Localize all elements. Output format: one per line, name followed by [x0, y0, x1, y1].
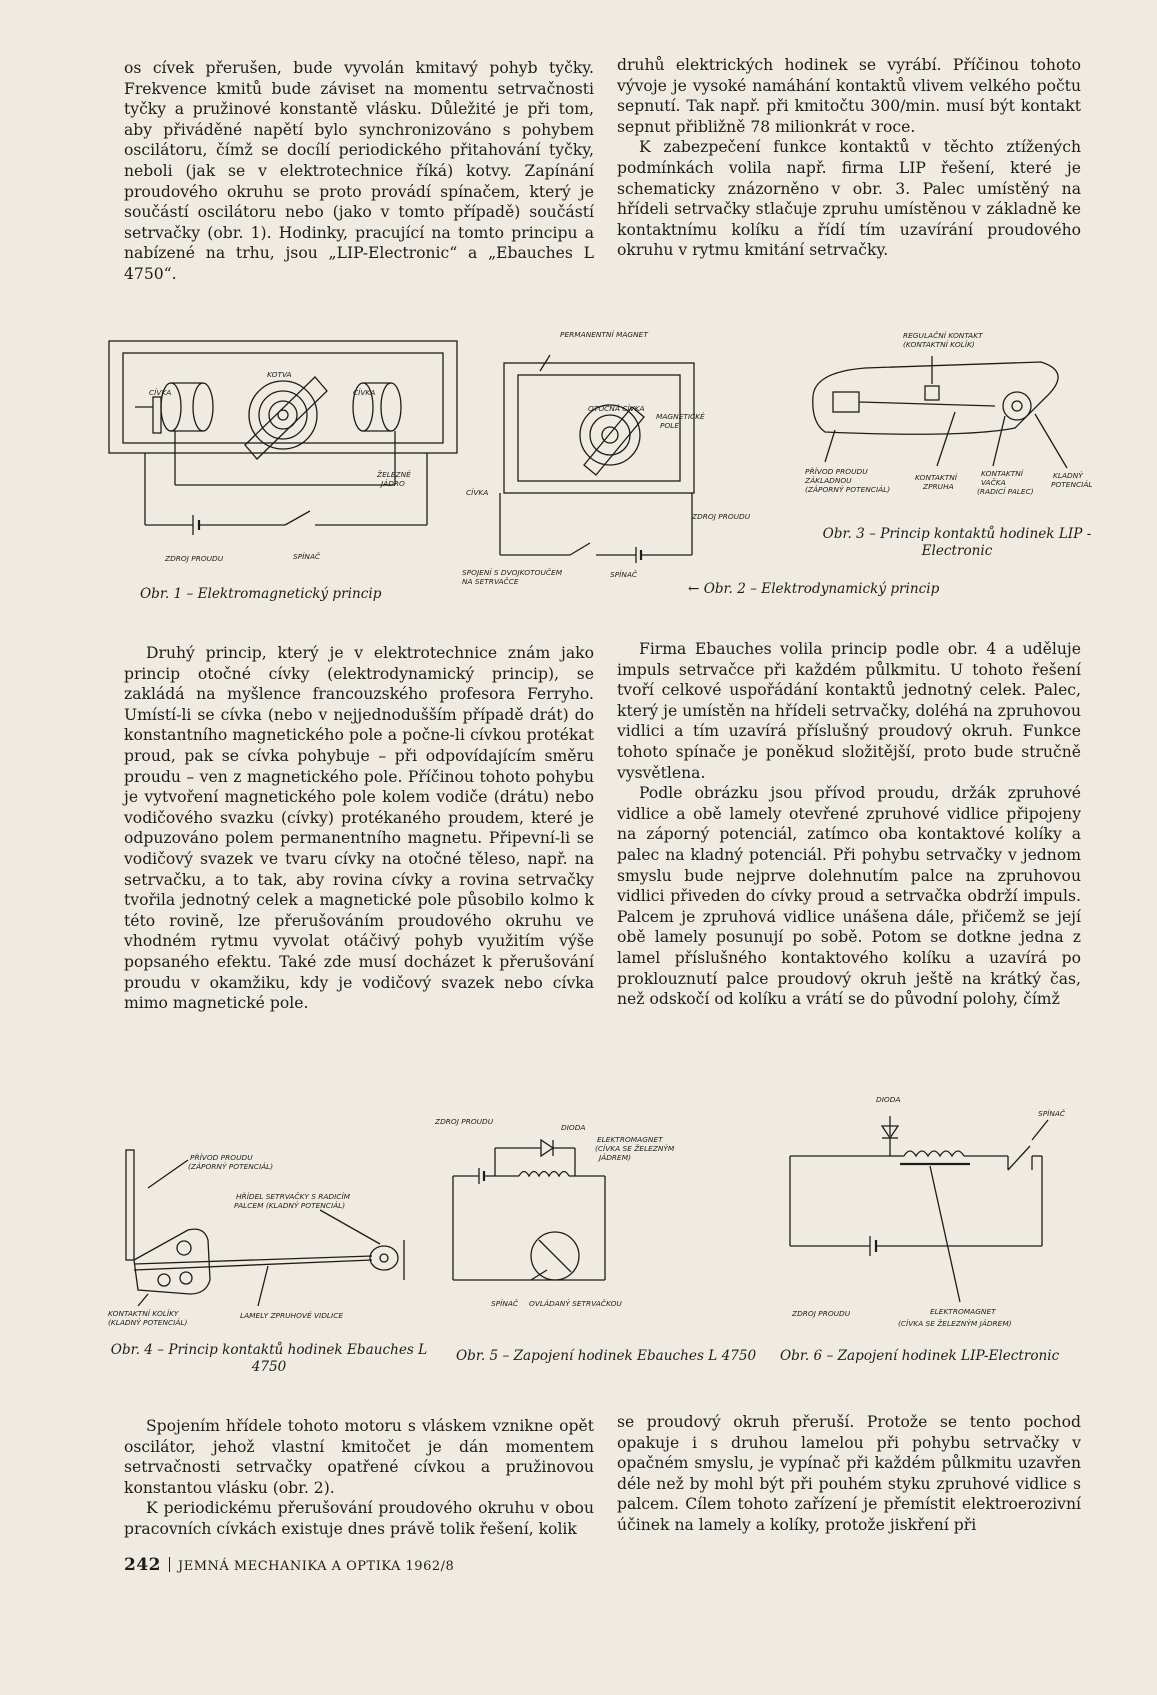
figure-2-electrodynamic — [460, 325, 751, 586]
label-civka-right: CÍVKA — [353, 388, 376, 397]
label-kontaktni-kolik: (KONTAKTNÍ KOLÍK) — [903, 340, 975, 349]
label-pole: POLE — [660, 421, 680, 430]
caption-figure-1: Obr. 1 – Elektromagnetický princip — [140, 586, 382, 602]
paragraph: Spojením hřídele tohoto motoru s vláskem vznikne opět oscilátor, jehož vlastní kmitočet je dán momentem setrvačnosti setrvačky opatřené cívkou a pružinovou konstantou vlásku (obr. 2). — [124, 1417, 594, 1497]
label-zaporny-potencial: (ZÁPORNÝ POTENCIÁL) — [188, 1162, 274, 1171]
label-radici-palec: (RADICÍ PALEC) — [977, 487, 1034, 496]
label-jadrem: JÁDREM) — [599, 1153, 631, 1162]
label-privod-proudu: PŘÍVOD PROUDU — [190, 1153, 253, 1162]
label-zpruha: ZPRUHA — [923, 482, 954, 491]
caption-figure-4-text: Obr. 4 – Princip kontaktů hodinek Ebauches L 4750 — [110, 1342, 428, 1375]
label-civka: CÍVKA — [466, 488, 489, 497]
caption-figure-5: Obr. 5 – Zapojení hodinek Ebauches L 4750 — [456, 1348, 757, 1364]
caption-figure-2: ← Obr. 2 – Elektrodynamický princip — [688, 581, 940, 597]
label-hridel-setrvacky: HŘÍDEL SETRVAČKY S RADICÍM — [236, 1192, 351, 1201]
page-footer — [124, 1555, 454, 1575]
paragraph: K periodickému přerušování proudového okruhu v obou pracovních cívkách existuje dnes právě tolik řešení, kolik — [124, 1499, 594, 1538]
label-civka-left: CÍVKA — [149, 388, 172, 397]
label-spinac: SPÍNAČ — [610, 570, 638, 579]
text-column-left-bottom — [124, 1416, 594, 1540]
text-column-right-bottom — [617, 1412, 1081, 1536]
label-spojeni: SPOJENÍ S DVOJKOTOUČEM — [462, 568, 563, 577]
label-civka-se-zeleznym: (CÍVKA SE ŽELEZNÝM — [595, 1144, 675, 1153]
paragraph: K zabezpečení funkce kontaktů v těchto ztížených podmínkách volila např. firma LIP řešení, které je schematicky znázorněno v obr. 3. Palec umístěný na hřídeli setrvačky stlačuje zpruhu umístěnou v základně ke kontaktnímu kolíku a řídí tím uzavírání proudového okruhu v rytmu kmitání setrvačky. — [617, 138, 1081, 260]
text-column-left-mid — [124, 643, 594, 1014]
paragraph: os cívek přerušen, bude vyvolán kmitavý pohyb tyčky. Frekvence kmitů bude záviset na momentu setrvačnosti tyčky a pružinové konstantě vlásku. Důležité je při tom, aby přiváděné napětí bylo synchronizováno s pohybem oscilátoru, čímž se docílí periodického přitahování tyčky, neboli (jak se v elektrotechnice říká) kotvy. Zapínání proudového okruhu se proto provádí spínačem, který je součástí oscilátoru nebo (jako v tomto případě) součástí setrvačky (obr. 1). Hodinky, pracující na tomto principu a nabízené na trhu, jsou „LIP-Electronic“ a „Ebauches L 4750“. — [124, 59, 594, 283]
text-column-right-top — [617, 55, 1081, 261]
label-kontaktni-koliky: KONTAKTNÍ KOLÍKY — [108, 1309, 179, 1318]
figure-5-ebauches-circuit — [435, 1110, 725, 1320]
label-civka-se-zeleznym-jadrem: (CÍVKA SE ŽELEZNÝM JÁDREM) — [898, 1319, 1012, 1328]
label-zelezne: ŽELEZNÉ — [377, 470, 411, 479]
label-palcem: PALCEM (KLADNÝ POTENCIÁL) — [234, 1201, 346, 1210]
caption-figure-6: Obr. 6 – Zapojení hodinek LIP-Electronic — [780, 1348, 1060, 1364]
label-ovladany-setrvackou: OVLÁDANÝ SETRVAČKOU — [529, 1299, 622, 1308]
figure-3-lip-contacts — [805, 326, 1105, 516]
paragraph: se proudový okruh přeruší. Protože se tento pochod opakuje i s druhou lamelou při pohybu setrvačky v opačném smyslu, je vypínač při každém půlkmitu uzavřen déle než by mohl být při pouhém styku zpruhové vidlice s palcem. Cílem tohoto zařízení je přemístit elektroerozivní účinek na lamely a kolíky, protože jiskření při — [617, 1413, 1081, 1534]
label-kontaktni-vacka: KONTAKTNÍ — [981, 469, 1023, 478]
label-kotva: KOTVA — [267, 370, 292, 379]
text-column-left-top — [124, 58, 594, 285]
label-jadro: JÁDRO — [381, 479, 405, 488]
footer-divider — [169, 1557, 170, 1572]
paragraph: Druhý princip, který je v elektrotechnice znám jako princip otočné cívky (elektrodynamický princip), se zakládá na myšlence francouzského profesora Ferryho. Umístí-li se cívka (nebo v nejjednodušším případě drát) do konstantního magnetického pole a počne-li cívkou protékat proud, pak se cívka pohybuje – při odpovídajícím směru proudu – ven z magnetického pole. Příčinou tohoto pohybu je vytvoření magnetického pole kolem vodiče (drátu) nebo vodičového svazku (cívky) protékaného proudem, které je odpuzováno polem permanentního magnetu. Připevní-li se vodičový svazek ve tvaru cívky na otočné těleso, např. na setrvačku, a to tak, aby rovina cívky a rovina setrvačky tvořila jednotný celek a magnetické pole působilo kolmo k této rovině, lze přerušováním proudového okruhu ve vhodném rytmu vyvolat otáčivý pohyb využitím výše popsaného efektu. Také zde musí docházet k přerušování proudu v okamžiku, kdy je vodičový svazek nebo cívka mimo magnetické pole. — [124, 644, 594, 1013]
text-column-right-mid — [617, 639, 1081, 1010]
figure-4-ebauches-contacts — [108, 1130, 428, 1330]
page-number: 242 — [124, 1555, 161, 1575]
label-dioda: DIODA — [561, 1123, 586, 1132]
paragraph: Podle obrázku jsou přívod proudu, držák zpruhové vidlice a obě lamely otevřené zpruhové vidlice připojeny na záporný potenciál, zatímco oba kontaktové kolíky a palec na kladný potenciál. Při pohybu setrvačky v jednom smyslu bude nejprve dolehnutím palce na zpruhovou vidlici přiveden do cívky proud a setrvačka obdrží impuls. Palcem je zpruhová vidlice unášena dále, přičemž se její obě lamely posunují po sobě. Potom se dotkne jedna z lamel příslušného kontaktového kolíku a uzavírá po proklouznutí palce proudový okruh ještě na krátký čas, než odskočí od kolíku a vrátí se do původní polohy, čímž — [617, 784, 1081, 1009]
label-elektromagnet: ELEKTROMAGNET — [930, 1307, 996, 1316]
label-potencial: POTENCIÁL — [1051, 480, 1093, 489]
label-lamely: LAMELY ZPRUHOVÉ VIDLICE — [240, 1311, 344, 1320]
label-zakladnou: ZÁKLADNOU — [805, 476, 852, 485]
label-vacka: VAČKA — [981, 478, 1006, 487]
figure-1-electromagnetic — [105, 335, 465, 565]
label-zaporny-potencial: (ZÁPORNÝ POTENCIÁL) — [805, 485, 891, 494]
label-kladny-potencial: (KLADNÝ POTENCIÁL) — [108, 1318, 188, 1327]
journal-title: JEMNÁ MECHANIKA A OPTIKA 1962/8 — [178, 1559, 455, 1574]
label-kladny: KLADNÝ — [1053, 471, 1083, 480]
label-spinac: SPÍNAČ — [293, 552, 321, 561]
label-dioda: DIODA — [876, 1095, 901, 1104]
label-permanentni-magnet: PERMANENTNÍ MAGNET — [560, 330, 648, 339]
paragraph: Firma Ebauches volila princip podle obr. 4 a uděluje impuls setrvačce při každém půlkmitu. U tohoto řešení tvoří celkové uspořádání kontaktů jednotný celek. Palec, který je umístěn na hřídeli setrvačky, doléhá na zpruhovou vidlici a tím uzavírá příslušný proudový okruh. Funkce tohoto spínače je poněkud složitější, proto bude stručně vysvětlena. — [617, 640, 1081, 782]
label-zdroj-proudu: ZDROJ PROUDU — [435, 1117, 494, 1126]
label-elektromagnet: ELEKTROMAGNET — [597, 1135, 663, 1144]
paragraph: druhů elektrických hodinek se vyrábí. Příčinou tohoto vývoje je vysoké namáhání kontaktů vlivem velkého počtu sepnutí. Tak např. při kmitočtu 300/min. musí být kontakt sepnut přibližně 78 milionkrát v roce. — [617, 56, 1081, 136]
figure-6-lip-circuit — [780, 1090, 1110, 1340]
label-magneticke: MAGNETICKÉ — [656, 412, 705, 421]
label-regulacni-kontakt: REGULAČNÍ KONTAKT — [903, 331, 983, 340]
label-spinac: SPÍNAČ — [1038, 1109, 1066, 1118]
label-na-setrvacce: NA SETRVAČCE — [462, 577, 519, 586]
caption-figure-3 — [792, 526, 1122, 560]
label-zdroj-proudu: ZDROJ PROUDU — [792, 1309, 851, 1318]
label-zdroj-proudu: ZDROJ PROUDU — [165, 554, 224, 563]
label-otocna-civka: OTOČNÁ CÍVKA — [588, 404, 645, 413]
label-spinac: SPÍNAČ — [491, 1299, 519, 1308]
label-kontaktni-zpruha: KONTAKTNÍ — [915, 473, 957, 482]
label-privod-proudu: PŘÍVOD PROUDU — [805, 467, 868, 476]
caption-figure-3-text: Obr. 3 – Princip kontaktů hodinek LIP - Electronic — [822, 526, 1092, 559]
label-zdroj-proudu: ZDROJ PROUDU — [692, 512, 751, 521]
caption-figure-4 — [104, 1342, 434, 1376]
